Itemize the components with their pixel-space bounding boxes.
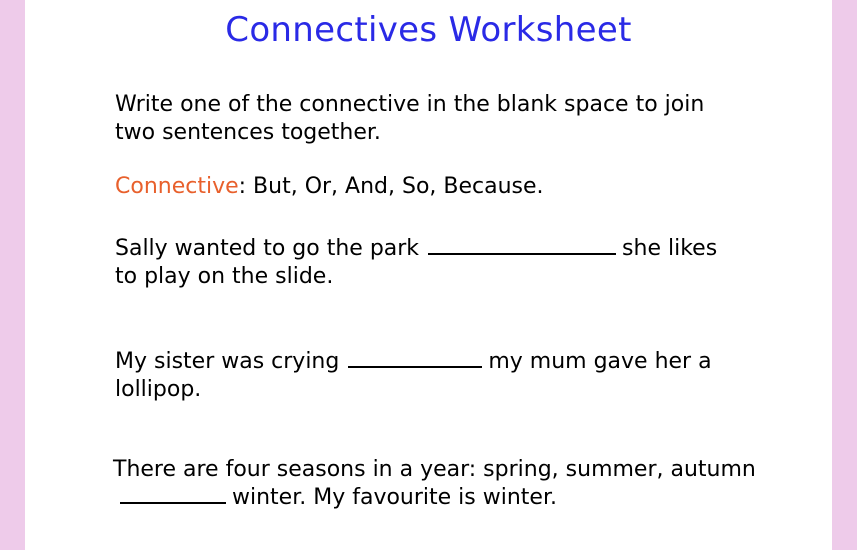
question-2-after: my mum gave her a lollipop. bbox=[115, 349, 712, 402]
connective-list bbox=[115, 173, 765, 201]
instructions-text: Write one of the connective in the blank space to join two sentences together. bbox=[115, 92, 705, 145]
question-1-before: Sally wanted to go the park bbox=[115, 236, 420, 261]
page-border-right bbox=[832, 0, 857, 550]
page-border-left bbox=[0, 0, 25, 550]
worksheet-page bbox=[25, 0, 832, 550]
question-1-after: she likes to play on the slide. bbox=[115, 236, 718, 289]
question-3 bbox=[113, 456, 773, 512]
worksheet-title: Connectives Worksheet bbox=[225, 10, 632, 50]
question-1-blank[interactable] bbox=[428, 235, 616, 255]
question-2-blank[interactable] bbox=[348, 348, 482, 368]
question-1 bbox=[115, 235, 725, 291]
question-2 bbox=[115, 348, 715, 404]
question-2-before: My sister was crying bbox=[115, 349, 340, 374]
connective-label: Connective bbox=[115, 174, 239, 199]
connective-options: : But, Or, And, So, Because. bbox=[238, 174, 544, 199]
question-3-after: winter. My favourite is winter. bbox=[232, 485, 557, 510]
question-3-before: There are four seasons in a year: spring, summer, autumn bbox=[113, 457, 756, 482]
question-3-blank[interactable] bbox=[120, 484, 226, 504]
